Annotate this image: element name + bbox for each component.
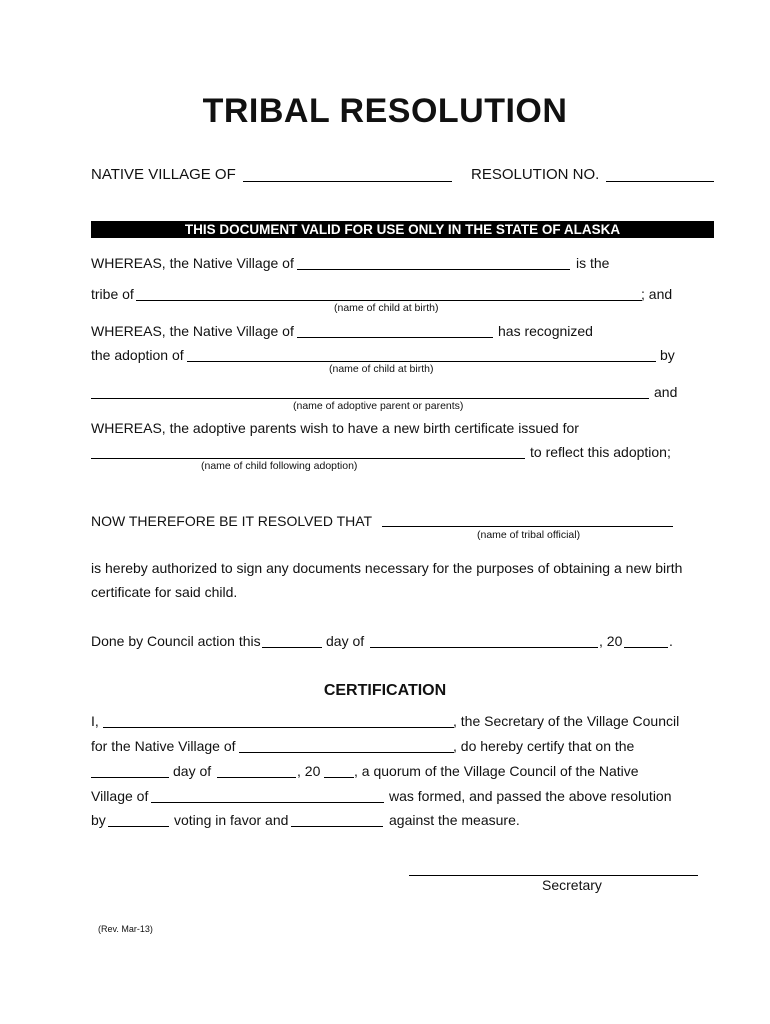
whereas2-suffix: has recognized <box>498 323 593 339</box>
validity-banner: THIS DOCUMENT VALID FOR USE ONLY IN THE STATE OF ALASKA <box>91 221 714 238</box>
votes-against-field[interactable] <box>291 826 383 827</box>
new-name-field[interactable] <box>91 458 525 459</box>
resolution-no-label: RESOLUTION NO. <box>471 166 600 183</box>
tribal-official-field[interactable] <box>382 526 673 527</box>
secretary-label: Secretary <box>542 877 602 893</box>
whereas1-prefix: WHEREAS, the Native Village of <box>91 255 294 271</box>
done-day-of: day of <box>326 633 365 649</box>
cert-year-prefix: , 20 <box>297 763 321 779</box>
caption-tribal-official: (name of tribal official) <box>477 529 581 541</box>
done-day-field[interactable] <box>262 647 322 648</box>
cert-was-formed: was formed, and passed the above resolution <box>389 788 672 804</box>
adoption-by: by <box>660 347 675 363</box>
cert-by: by <box>91 812 106 828</box>
native-village-field[interactable] <box>243 181 452 182</box>
caption-adoptive-parents: (name of adoptive parent or parents) <box>293 400 464 412</box>
cert-month-field[interactable] <box>217 777 296 778</box>
cert-village-of-field[interactable] <box>151 802 384 803</box>
resolved-line2: certificate for said child. <box>91 584 238 600</box>
cert-day-field[interactable] <box>91 777 169 778</box>
cert-village-of: Village of <box>91 788 149 804</box>
cert-voting: voting in favor and <box>174 812 289 828</box>
done-prefix: Done by Council action this <box>91 633 261 649</box>
whereas2-prefix: WHEREAS, the Native Village of <box>91 323 294 339</box>
done-year-field[interactable] <box>624 647 668 648</box>
tribe-of-field[interactable] <box>136 300 642 301</box>
caption-child-at-birth-2: (name of child at birth) <box>329 363 434 375</box>
caption-child-at-birth-1: (name of child at birth) <box>334 302 439 314</box>
caption-child-following-adoption: (name of child following adoption) <box>201 460 358 472</box>
reflect-adoption: to reflect this adoption; <box>530 444 671 460</box>
cert-certify: , do hereby certify that on the <box>453 738 635 754</box>
cert-against: against the measure. <box>389 812 520 828</box>
adoption-of-field[interactable] <box>187 361 656 362</box>
whereas1-suffix: is the <box>576 255 610 271</box>
resolved-line1: is hereby authorized to sign any documents necessary for the purposes of obtaining a new birth <box>91 560 683 576</box>
adoptive-parents-and: and <box>654 384 678 400</box>
cert-for-village: for the Native Village of <box>91 738 236 754</box>
resolution-no-field[interactable] <box>606 181 714 182</box>
cert-village-field[interactable] <box>239 752 454 753</box>
adoptive-parents-field[interactable] <box>91 398 649 399</box>
done-month-field[interactable] <box>370 647 598 648</box>
adoption-of-label: the adoption of <box>91 347 184 363</box>
secretary-name-field[interactable] <box>103 727 454 728</box>
certification-heading: CERTIFICATION <box>323 682 447 699</box>
whereas3-text: WHEREAS, the adoptive parents wish to have a new birth certificate issued for <box>91 420 579 436</box>
tribe-of-label: tribe of <box>91 286 134 302</box>
cert-secretary-of: , the Secretary of the Village Council <box>453 713 680 729</box>
done-year-prefix: , 20 <box>599 633 623 649</box>
whereas2-village-field[interactable] <box>297 337 493 338</box>
done-period: . <box>669 633 673 649</box>
secretary-signature-field[interactable] <box>409 875 698 876</box>
cert-i: I, <box>91 713 99 729</box>
tribe-of-and: ; and <box>641 286 673 302</box>
cert-year-field[interactable] <box>324 777 354 778</box>
native-village-label: NATIVE VILLAGE OF <box>91 166 236 183</box>
resolved-text: NOW THEREFORE BE IT RESOLVED THAT <box>91 513 373 529</box>
cert-day-of: day of <box>173 763 212 779</box>
document-title: TRIBAL RESOLUTION <box>202 92 568 130</box>
whereas1-village-field[interactable] <box>297 269 570 270</box>
revision-note: (Rev. Mar-13) <box>98 924 153 934</box>
votes-in-favor-field[interactable] <box>108 826 169 827</box>
cert-quorum: , a quorum of the Village Council of the Native <box>354 763 639 779</box>
